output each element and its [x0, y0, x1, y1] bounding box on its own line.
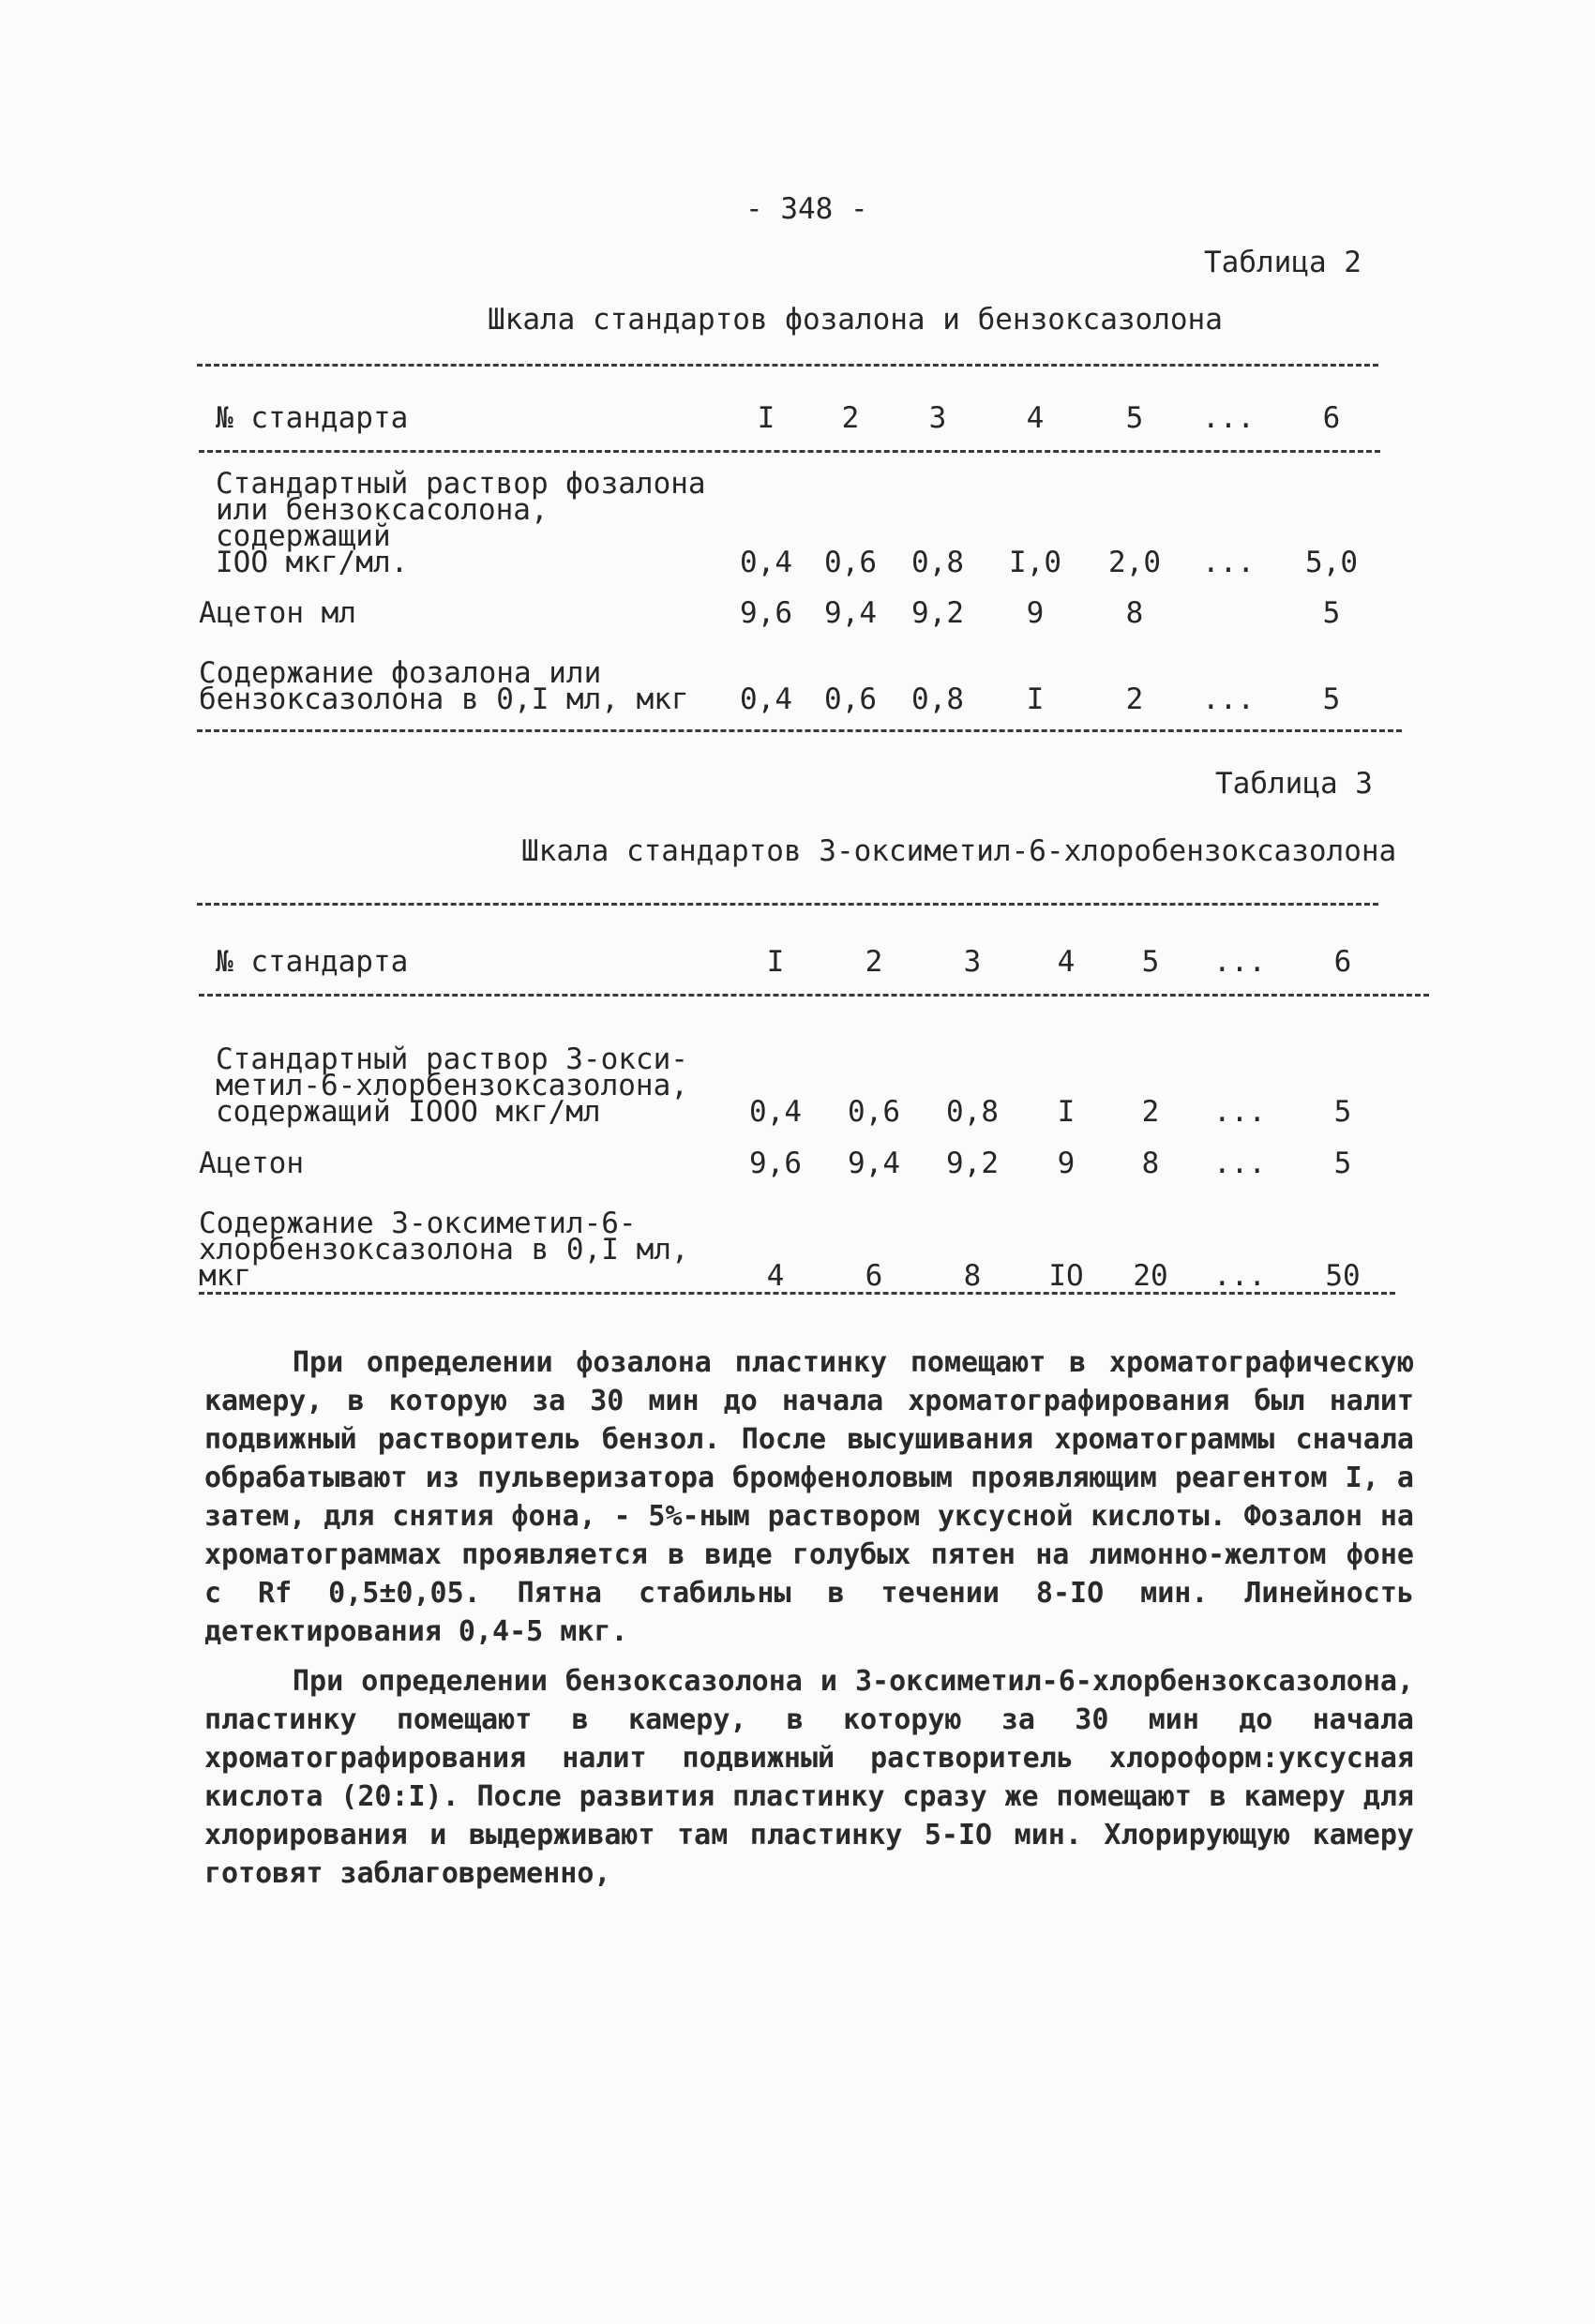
table-3-cell: 9 — [1057, 1147, 1076, 1180]
table-3-cell: 0,4 — [749, 1095, 802, 1129]
table-3-header-cell: 5 — [1141, 945, 1160, 979]
table-3-cell: 20 — [1133, 1259, 1168, 1293]
table-2-cell: 5 — [1322, 682, 1341, 716]
table-2-bottom-rule — [197, 729, 1402, 732]
table-3-cell: 0,8 — [946, 1095, 999, 1129]
table-2-cell: I,0 — [1009, 546, 1061, 579]
table-2 — [199, 382, 1388, 716]
paragraph: При определении фозалона пластинку помещают в хроматографическую камеру, в которую за 30 мин до начала хроматографирования был налит подвижный растворитель бензол. После высушивания хроматограммы сначала обрабатывают из пульверизатора бромфеноловым проявляющим реагентом I, а затем, для снятия фона, - 5%-ным раствором уксусной кислоты. Фозалон на хроматограммах проявляется в виде голубых пятен на лимонно-желтом фоне с Rf 0,5±0,05. Пятна стабильны в течении 8-IO мин. Линейность детектирования 0,4-5 мкг. — [204, 1346, 1414, 1648]
table-3-label: Таблица 3 — [1215, 767, 1373, 801]
table-3-header-rule — [199, 994, 1429, 997]
paragraph: При определении бензоксазолона и 3-оксиметил-6-хлорбензоксазолона, пластинку помещают в камеру, в которую за 30 мин до начала хроматографирования налит подвижный растворитель хлороформ:уксусная кислота (20:I). После развития пластинку сразу же помещают в камеру для хлорирования и выдерживают там пластинку 5-IO мин. Хлорирующую камеру готовят заблаговременно, — [204, 1665, 1414, 1890]
table-3-cell: 4 — [766, 1259, 785, 1293]
table-3-row — [199, 1012, 1399, 1125]
table-2-cell: 0,8 — [911, 682, 964, 716]
table-3-cell: IO — [1048, 1259, 1084, 1293]
table-2-cell: 9,4 — [824, 596, 877, 630]
table-3-top-rule — [197, 903, 1378, 906]
page-number: - 348 - — [745, 192, 868, 226]
table-2-cell: 5 — [1322, 596, 1341, 630]
table-3-header-cell: 6 — [1333, 945, 1352, 979]
table-2-cell: 0,6 — [824, 682, 877, 716]
table-2-cell: 8 — [1125, 596, 1144, 630]
table-2-header-cell: 4 — [1026, 401, 1045, 435]
table-3-header-cell: 4 — [1057, 945, 1076, 979]
table-2-label: Таблица 2 — [1204, 246, 1362, 279]
table-3-cell: 8 — [963, 1259, 982, 1293]
table-2-cell: 0,4 — [740, 682, 792, 716]
table-3-header-cell: I — [766, 945, 785, 979]
table-2-header-rule — [199, 450, 1380, 453]
table-2-header-cell: 6 — [1322, 401, 1341, 435]
table-3-cell: 9,2 — [946, 1147, 999, 1180]
table-2-header-cell: 3 — [928, 401, 947, 435]
table-2-cell: 2,0 — [1108, 546, 1161, 579]
table-2-cell: 2 — [1125, 682, 1144, 716]
body-text — [204, 1343, 1414, 1893]
table-2-header-cell: 2 — [841, 401, 860, 435]
table-2-cell: I — [1026, 682, 1045, 716]
table-2-row — [199, 626, 1388, 712]
table-3-cell: 9,4 — [848, 1147, 900, 1180]
table-2-row-label: Ацетон мл — [199, 596, 356, 630]
table-2-cell: 9,2 — [911, 596, 964, 630]
table-3-row-label: Содержание 3-оксиметил-6- хлорбензоксазолона в 0,I мл, мкг — [199, 1207, 689, 1293]
table-3-header-row — [199, 928, 1399, 975]
table-3-cell: 5 — [1333, 1147, 1352, 1180]
table-2-top-rule — [197, 364, 1378, 367]
table-3-bottom-rule — [199, 1292, 1395, 1295]
table-2-header-label: № стандарта — [216, 401, 409, 435]
table-2-row — [199, 471, 1388, 576]
table-2-cell: 5,0 — [1305, 546, 1358, 579]
table-2-cell: ... — [1202, 546, 1255, 579]
table-2-cell: 9,6 — [740, 596, 792, 630]
table-2-row-label: Содержание фозалона или бензоксазолона в 0,I мл, мкг — [199, 656, 689, 716]
table-3-cell: 6 — [865, 1259, 883, 1293]
table-3-cell: 9,6 — [749, 1147, 802, 1180]
table-3-row — [199, 1125, 1399, 1177]
table-3-header-cell: 3 — [963, 945, 982, 979]
table-2-title: Шкала стандартов фозалона и бензоксазолона — [488, 303, 1223, 337]
table-2-header-cell: 5 — [1125, 401, 1144, 435]
table-2-header-row — [199, 382, 1388, 431]
table-3-cell: ... — [1213, 1095, 1266, 1129]
table-3-cell: 50 — [1325, 1259, 1361, 1293]
table-2-cell: 0,8 — [911, 546, 964, 579]
table-3-row-label: Ацетон — [199, 1147, 304, 1180]
table-3-cell: 2 — [1141, 1095, 1160, 1129]
table-2-row-label: Стандартный раствор фозалона или бензоксасолона, содержащий IOO мкг/мл. — [216, 467, 706, 579]
table-2-cell: 0,4 — [740, 546, 792, 579]
table-2-header-cell: ... — [1202, 401, 1255, 435]
table-3-header-cell: ... — [1213, 945, 1266, 979]
table-3-cell: I — [1057, 1095, 1076, 1129]
table-3-row-label: Стандартный раствор 3-окси- метил-6-хлорбензоксазолона, содержащий IOOO мкг/мл — [216, 1042, 688, 1129]
table-2-header-cell: I — [757, 401, 775, 435]
table-2-cell: ... — [1202, 682, 1255, 716]
table-3-header-label: № стандарта — [216, 945, 409, 979]
table-2-cell: 9 — [1026, 596, 1045, 630]
table-3-title: Шкала стандартов 3-оксиметил-6-хлоробензоксазолона — [521, 834, 1397, 868]
table-3-cell: 0,6 — [848, 1095, 900, 1129]
table-3-cell: ... — [1213, 1147, 1266, 1180]
table-3-cell: ... — [1213, 1259, 1266, 1293]
table-2-cell — [1181, 576, 1275, 626]
table-2-row — [199, 576, 1388, 626]
table-3-row — [199, 1177, 1399, 1289]
table-3 — [199, 928, 1399, 1293]
table-3-cell: 5 — [1333, 1095, 1352, 1129]
table-3-cell: 8 — [1141, 1147, 1160, 1180]
table-2-cell: 0,6 — [824, 546, 877, 579]
table-3-header-cell: 2 — [865, 945, 883, 979]
